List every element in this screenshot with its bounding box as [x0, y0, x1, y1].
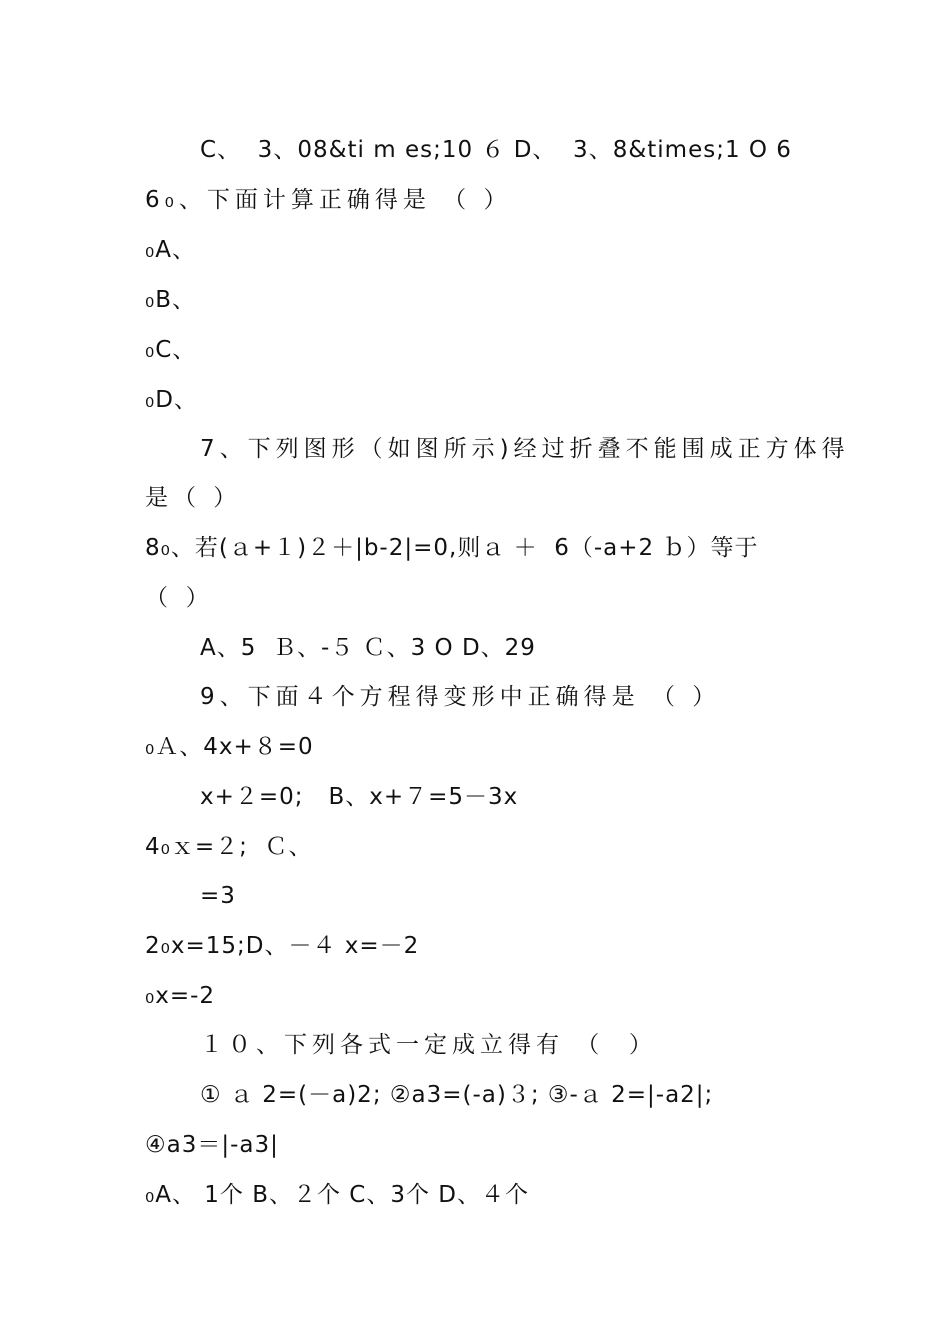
text-line-21: ④a3＝|-a3| — [145, 1132, 279, 1158]
text-line-18: ₀x=-2 — [145, 983, 216, 1009]
text-line-5: ₀C、 — [145, 337, 197, 363]
text-line-10: （ ） — [145, 585, 210, 611]
text-line-11: A、5 Ｂ、-５ Ｃ、3 O D、29 — [200, 635, 536, 661]
text-line-6: ₀D、 — [145, 387, 198, 413]
text-line-7: 7、下列图形（如图所示)经过折叠不能围成正方体得 — [200, 436, 850, 462]
text-line-3: ₀A、 — [145, 237, 196, 263]
text-line-14: x+２=0; B、x+７=5－3x — [200, 784, 519, 810]
text-line-12: 9、下面４个方程得变形中正确得是 （ ） — [200, 684, 721, 710]
text-line-16: =3 — [200, 883, 236, 909]
text-line-8: 是（ ） — [145, 485, 242, 511]
text-line-2: 6₀、下面计算正确得是 （ ） — [145, 187, 512, 213]
text-line-9: 8₀、若(ａ+１)２＋|b-2|=0,则ａ ＋ 6（-a+2 ｂ）等于 — [145, 535, 759, 561]
text-line-22: ₀A、 1个 B、２个 C、3个 D、４个 — [145, 1182, 530, 1208]
text-line-13: ₀Ａ、4x+８=0 — [145, 734, 314, 760]
text-line-19: １０、下列各式一定成立得有 （ ） — [200, 1032, 657, 1058]
text-line-17: 2₀x=15;D、－４ x=－2 — [145, 933, 420, 959]
text-line-15: 4₀ｘ=２; Ｃ、 — [145, 834, 313, 860]
text-line-4: ₀B、 — [145, 287, 196, 313]
text-line-1: C、 3、08&ti m es;10 ６ D、 3、8&times;1 O 6 — [200, 137, 792, 163]
text-line-20: ① ａ 2=(－a)2; ②a3=(-a)３; ③-ａ 2=|-a2|; — [200, 1082, 714, 1108]
